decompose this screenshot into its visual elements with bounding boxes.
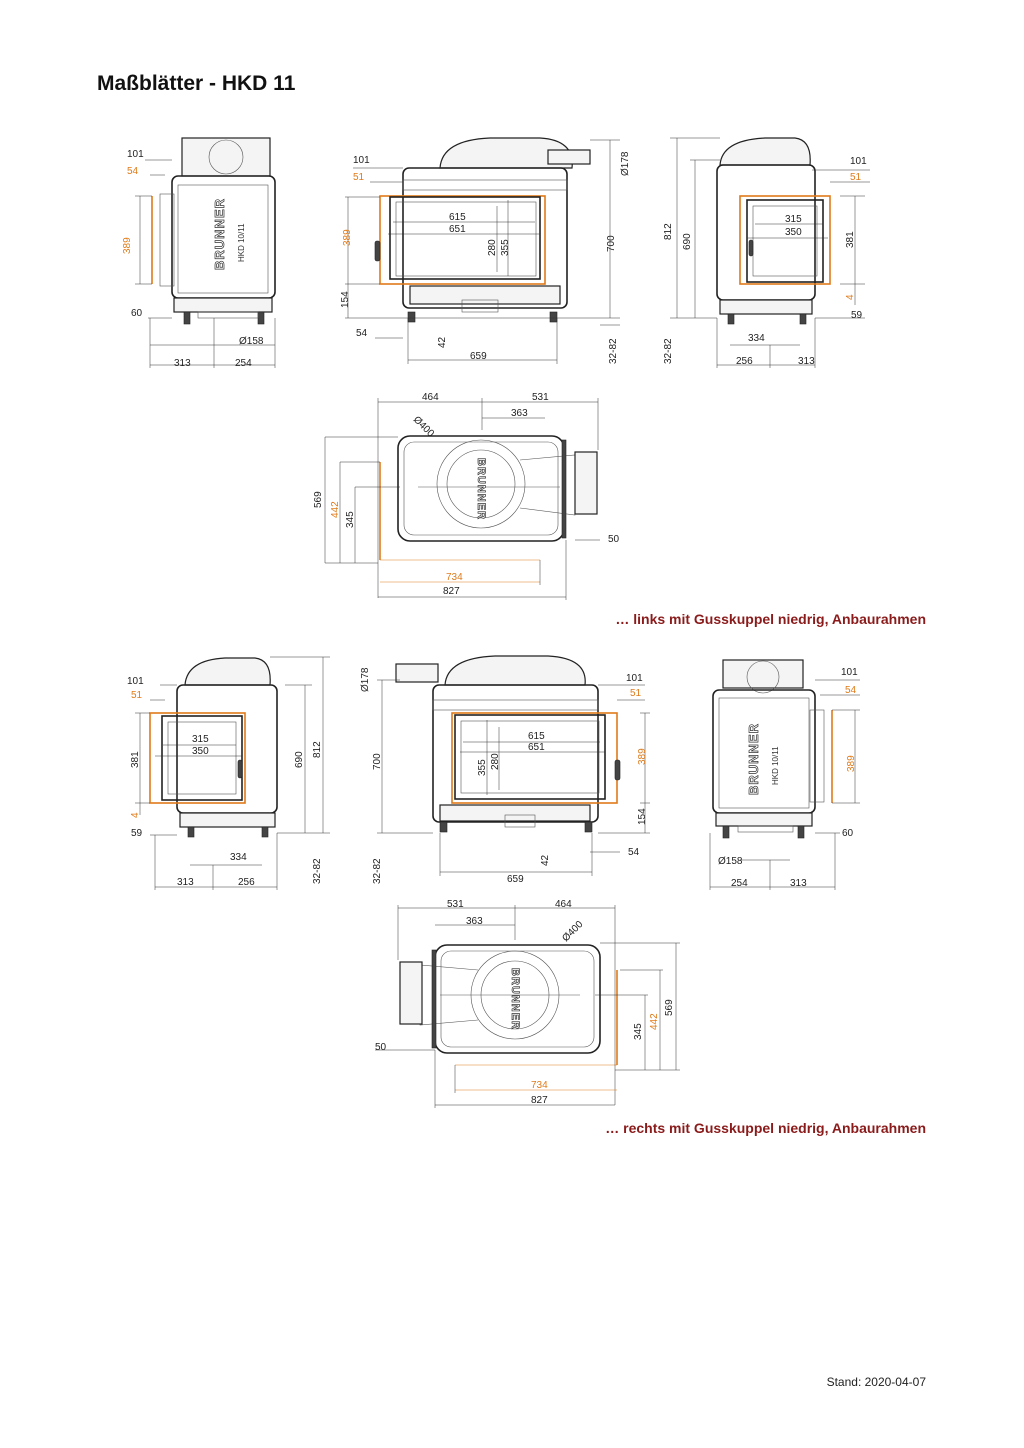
dim-734: 734 bbox=[446, 572, 463, 583]
dim-442: 442 bbox=[649, 1013, 660, 1030]
left-end-view bbox=[663, 138, 870, 368]
dim-59: 59 bbox=[851, 310, 863, 321]
left-top-view bbox=[313, 392, 620, 600]
dim-659: 659 bbox=[507, 874, 524, 885]
dim-615: 615 bbox=[528, 731, 545, 742]
dim-178: Ø178 bbox=[620, 151, 631, 176]
brand-label: BRUNNER bbox=[746, 723, 761, 795]
dim-389: 389 bbox=[846, 755, 857, 772]
dim-51: 51 bbox=[131, 690, 143, 701]
right-side-view bbox=[710, 660, 860, 890]
dim-51: 51 bbox=[630, 688, 642, 699]
dim-812: 812 bbox=[312, 741, 323, 758]
dim-178: Ø178 bbox=[360, 667, 371, 692]
dim-827: 827 bbox=[443, 586, 460, 597]
dim-313: 313 bbox=[177, 877, 194, 888]
dim-812: 812 bbox=[663, 223, 674, 240]
dim-42: 42 bbox=[437, 336, 448, 348]
brand-label: BRUNNER bbox=[509, 968, 521, 1030]
dim-350: 350 bbox=[192, 746, 209, 757]
dim-313: 313 bbox=[790, 878, 807, 889]
dim-254: 254 bbox=[731, 878, 748, 889]
dim-154: 154 bbox=[340, 291, 351, 308]
right-top-view bbox=[375, 899, 680, 1108]
dim-256: 256 bbox=[238, 877, 255, 888]
dim-464: 464 bbox=[422, 392, 439, 403]
dim-569: 569 bbox=[664, 999, 675, 1016]
left-side-view bbox=[122, 138, 275, 369]
dim-54: 54 bbox=[845, 685, 857, 696]
dim-651: 651 bbox=[449, 224, 466, 235]
dim-101: 101 bbox=[127, 149, 144, 160]
dim-350: 350 bbox=[785, 227, 802, 238]
dim-32-82: 32-82 bbox=[663, 338, 674, 364]
dim-700: 700 bbox=[606, 235, 617, 252]
dim-389: 389 bbox=[637, 748, 648, 765]
dim-60: 60 bbox=[131, 308, 143, 319]
dim-651: 651 bbox=[528, 742, 545, 753]
dim-400: Ø400 bbox=[560, 919, 586, 945]
dim-531: 531 bbox=[447, 899, 464, 910]
page-title: Maßblätter - HKD 11 bbox=[97, 72, 296, 95]
dim-700: 700 bbox=[372, 753, 383, 770]
dim-280: 280 bbox=[490, 753, 501, 770]
dim-690: 690 bbox=[682, 233, 693, 250]
dim-32-82: 32-82 bbox=[312, 858, 323, 884]
dim-355: 355 bbox=[500, 239, 511, 256]
dim-60: 60 bbox=[842, 828, 854, 839]
dim-355: 355 bbox=[477, 759, 488, 776]
dim-4: 4 bbox=[130, 812, 141, 818]
dim-345: 345 bbox=[633, 1023, 644, 1040]
dim-400: Ø400 bbox=[410, 414, 436, 440]
dim-363: 363 bbox=[511, 408, 528, 419]
model-label: HKD 10/11 bbox=[237, 223, 246, 262]
caption-right-version: … rechts mit Gusskuppel niedrig, Anbaurahmen bbox=[605, 1120, 926, 1136]
dim-315: 315 bbox=[785, 214, 802, 225]
brand-label: BRUNNER bbox=[212, 198, 227, 270]
dim-690: 690 bbox=[294, 751, 305, 768]
caption-left-version: … links mit Gusskuppel niedrig, Anbaurahmen bbox=[615, 611, 926, 627]
dim-32-82: 32-82 bbox=[372, 858, 383, 884]
brand-label: BRUNNER bbox=[475, 458, 487, 520]
dim-51: 51 bbox=[353, 172, 365, 183]
dim-42: 42 bbox=[540, 854, 551, 866]
dim-154: 154 bbox=[637, 808, 648, 825]
dim-363: 363 bbox=[466, 916, 483, 927]
dim-615: 615 bbox=[449, 212, 466, 223]
dim-313: 313 bbox=[174, 358, 191, 369]
dim-32-82: 32-82 bbox=[608, 338, 619, 364]
stand-date: Stand: 2020-04-07 bbox=[826, 1375, 926, 1389]
dim-464: 464 bbox=[555, 899, 572, 910]
dim-280: 280 bbox=[487, 239, 498, 256]
dim-158: Ø158 bbox=[239, 336, 264, 347]
dim-51: 51 bbox=[850, 172, 862, 183]
dim-54: 54 bbox=[356, 328, 368, 339]
dim-734: 734 bbox=[531, 1080, 548, 1091]
dim-101: 101 bbox=[626, 673, 643, 684]
dim-313: 313 bbox=[798, 356, 815, 367]
dim-334: 334 bbox=[230, 852, 247, 863]
dim-334: 334 bbox=[748, 333, 765, 344]
dim-389: 389 bbox=[122, 237, 133, 254]
right-front-view bbox=[360, 656, 650, 885]
dim-345: 345 bbox=[345, 511, 356, 528]
dim-4: 4 bbox=[845, 294, 856, 300]
dim-101: 101 bbox=[850, 156, 867, 167]
dim-381: 381 bbox=[845, 231, 856, 248]
dim-827: 827 bbox=[531, 1095, 548, 1106]
dim-50: 50 bbox=[375, 1042, 387, 1053]
dim-50: 50 bbox=[608, 534, 620, 545]
model-label: HKD 10/11 bbox=[771, 746, 780, 785]
dim-101: 101 bbox=[841, 667, 858, 678]
dim-381: 381 bbox=[130, 751, 141, 768]
dim-256: 256 bbox=[736, 356, 753, 367]
dim-531: 531 bbox=[532, 392, 549, 403]
dim-315: 315 bbox=[192, 734, 209, 745]
dim-389: 389 bbox=[342, 229, 353, 246]
dim-659: 659 bbox=[470, 351, 487, 362]
dim-254: 254 bbox=[235, 358, 252, 369]
dim-442: 442 bbox=[330, 501, 341, 518]
dim-101: 101 bbox=[127, 676, 144, 687]
left-front-view bbox=[340, 138, 631, 364]
dim-59: 59 bbox=[131, 828, 143, 839]
dim-569: 569 bbox=[313, 491, 324, 508]
right-end-view bbox=[127, 657, 330, 890]
dim-101: 101 bbox=[353, 155, 370, 166]
dim-158: Ø158 bbox=[718, 856, 743, 867]
dim-54: 54 bbox=[628, 847, 640, 858]
dim-54: 54 bbox=[127, 166, 139, 177]
